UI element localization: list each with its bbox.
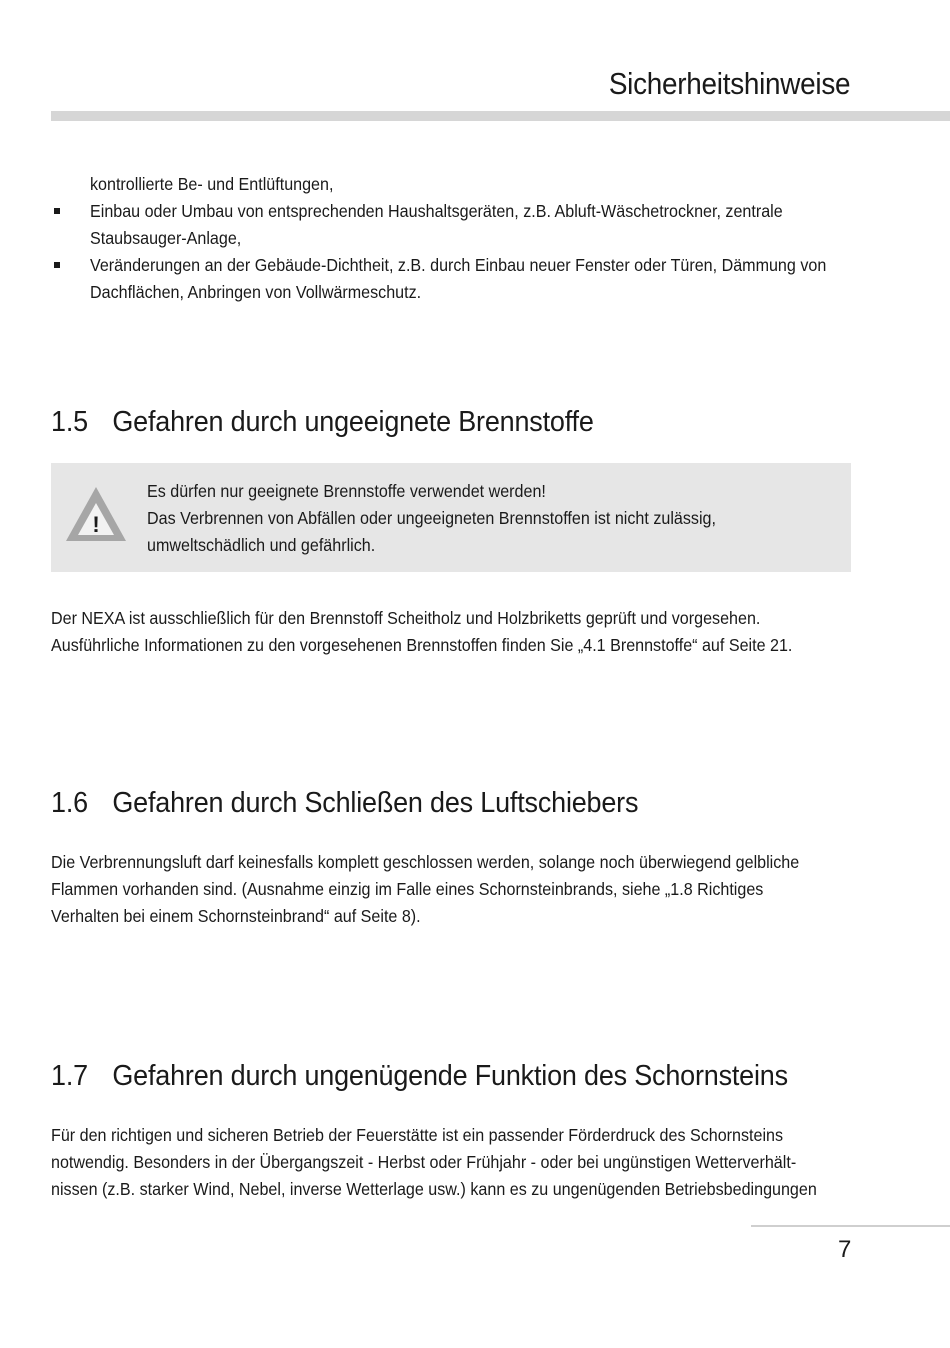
section-number: 1.6 — [51, 787, 88, 819]
warning-triangle-icon — [64, 485, 128, 543]
warning-symbol: ! — [92, 512, 100, 537]
section-heading-1-6 — [51, 787, 638, 820]
section-number: 1.7 — [51, 1060, 88, 1092]
header-divider — [51, 111, 950, 121]
bullet-marker — [54, 262, 60, 268]
section-title: Gefahren durch Schließen des Luftschiebers — [112, 787, 639, 819]
paragraph-line: Flammen vorhanden sind. (Ausnahme einzig im Falle eines Schornsteinbrands, siehe „1.8 Richtiges — [51, 879, 764, 899]
warning-line-3: umweltschädlich und gefährlich. — [147, 535, 376, 555]
paragraph-line: Die Verbrennungsluft darf keinesfalls komplett geschlossen werden, solange noch überwiegend gelbliche — [51, 852, 800, 872]
page-number: 7 — [838, 1236, 852, 1263]
section-heading-1-7 — [51, 1060, 788, 1093]
paragraph-line: Der NEXA ist ausschließlich für den Brennstoff Scheitholz und Holzbriketts geprüft und vorgesehen. — [51, 608, 761, 628]
list-continuation: kontrollierte Be- und Entlüftungen, — [90, 174, 334, 194]
running-header-title: Sicherheitshinweise — [608, 66, 850, 101]
paragraph-line: Ausführliche Informationen zu den vorgesehenen Brennstoffen finden Sie „4.1 Brennstoffe“ auf Seite 21. — [51, 635, 793, 655]
warning-line-1: Es dürfen nur geeignete Brennstoffe verwendet werden! — [147, 481, 546, 501]
section-title: Gefahren durch ungenügende Funktion des Schornsteins — [112, 1060, 788, 1092]
bullet-item-2-line-1: Veränderungen an der Gebäude-Dichtheit, z.B. durch Einbau neuer Fenster oder Türen, Dämmung von — [90, 255, 827, 275]
paragraph-line: Verhalten bei einem Schornsteinbrand“ auf Seite 8). — [51, 906, 421, 926]
paragraph-line: notwendig. Besonders in der Übergangszeit - Herbst oder Frühjahr - oder bei ungünstigen Wetterverhält- — [51, 1152, 797, 1172]
section-heading-1-5 — [51, 406, 594, 439]
warning-line-2: Das Verbrennen von Abfällen oder ungeeigneten Brennstoffen ist nicht zulässig, — [147, 508, 716, 528]
warning-box — [51, 463, 851, 572]
section-title: Gefahren durch ungeeignete Brennstoffe — [112, 406, 594, 438]
bullet-item-1-line-1: Einbau oder Umbau von entsprechenden Haushaltsgeräten, z.B. Abluft-Wäschetrockner, zentrale — [90, 201, 783, 221]
footer-divider — [751, 1225, 950, 1227]
paragraph-line: Für den richtigen und sicheren Betrieb der Feuerstätte ist ein passender Förderdruck des Schornsteins — [51, 1125, 784, 1145]
bullet-marker — [54, 208, 60, 214]
bullet-item-1-line-2: Staubsauger-Anlage, — [90, 228, 242, 248]
bullet-item-2-line-2: Dachflächen, Anbringen von Vollwärmeschutz. — [90, 282, 422, 302]
paragraph-line: nissen (z.B. starker Wind, Nebel, inverse Wetterlage usw.) kann es zu ungenügenden Betriebsbedingungen — [51, 1179, 817, 1199]
section-number: 1.5 — [51, 406, 88, 438]
